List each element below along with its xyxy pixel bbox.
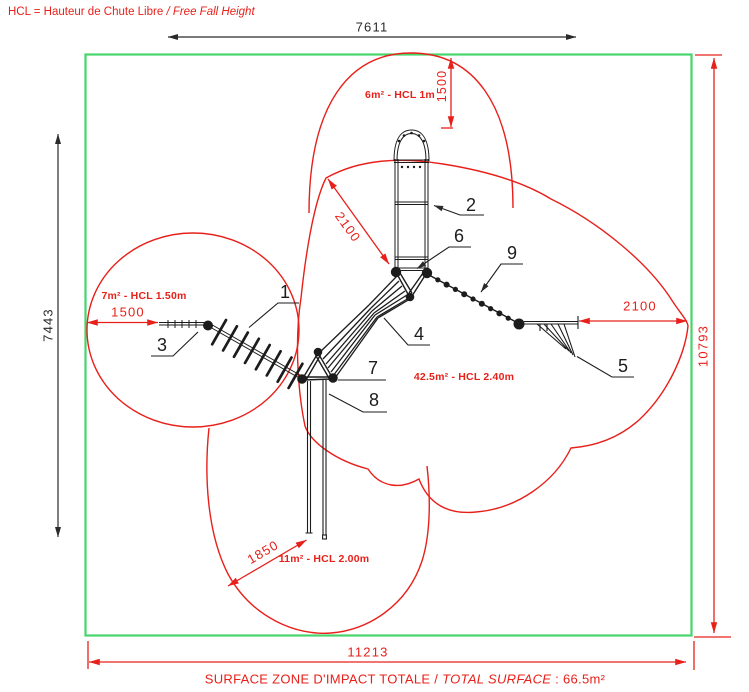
dimension-1500-top: 1500 — [434, 69, 449, 103]
inclined-ladder — [210, 320, 303, 388]
dimension-2100-diagonal: 2100 — [332, 208, 364, 246]
total-surface-caption — [205, 672, 606, 687]
hcl-legend — [8, 6, 255, 18]
dimension-right-value: 10793 — [695, 324, 711, 368]
outer-dimension-lines-black — [58, 37, 576, 537]
callout-1: 1 — [279, 282, 291, 302]
leader-1 — [249, 303, 299, 328]
dimension-2100-right: 2100 — [623, 298, 657, 314]
dimension-bottom-value: 11213 — [347, 644, 389, 660]
dimension-lines-red — [87, 55, 731, 670]
knotted-rope — [429, 275, 517, 323]
leader-9 — [481, 264, 523, 292]
caption-part1: SURFACE ZONE D'IMPACT TOTALE / — [204, 671, 443, 687]
callout-3: 3 — [156, 335, 168, 355]
caption-part3: : 66.5m² — [551, 671, 606, 687]
leader-2 — [434, 206, 484, 216]
dimension-top-value: 7611 — [355, 19, 389, 35]
entry-bar — [159, 320, 205, 328]
callout-9: 9 — [506, 243, 518, 263]
callout-4: 4 — [413, 324, 425, 344]
dimension-1850-diagonal: 1850 — [244, 537, 282, 567]
dimension-left-value: 7443 — [40, 308, 56, 342]
zone-label-left: 7m² - HCL 1.50m — [101, 289, 187, 302]
vertical-poles — [306, 380, 327, 539]
impact-zone-outlines — [87, 53, 688, 633]
zone-label-top: 6m² - HCL 1m — [365, 88, 435, 101]
callout-2: 2 — [465, 195, 477, 215]
rope-net — [319, 276, 410, 378]
caption-part2: TOTAL SURFACE — [442, 671, 552, 687]
hcl-legend-italic: / Free Fall Height — [166, 6, 255, 18]
hcl-legend-main: HCL = Hauteur de Chute Libre — [8, 6, 167, 18]
climbing-tower — [394, 130, 429, 272]
zone-label-bottom: 11m² - HCL 2.00m — [278, 552, 370, 565]
callout-5: 5 — [617, 356, 629, 376]
zone-label-center: 42.5m² - HCL 2.40m — [413, 370, 515, 383]
tower-base-frame — [397, 273, 426, 296]
impact-zone-outline-left — [87, 233, 299, 427]
impact-zone-outline-center — [298, 160, 688, 512]
callout-6: 6 — [453, 226, 465, 246]
traverse-net — [524, 316, 578, 357]
equipment-plan — [156, 130, 578, 539]
impact-zone-outline-bottom — [207, 428, 429, 633]
lower-triangle-frame — [303, 353, 332, 380]
safety-surface-boundary — [86, 55, 692, 636]
callout-7: 7 — [367, 358, 379, 378]
callout-8: 8 — [368, 390, 380, 410]
dimension-1500-left: 1500 — [111, 304, 145, 320]
